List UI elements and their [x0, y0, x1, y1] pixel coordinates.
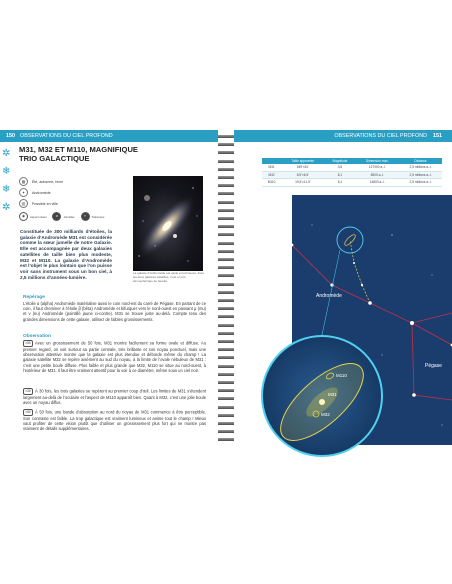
column-header: Dimension max.: [355, 158, 399, 164]
map-label-andromede: Andromède: [316, 293, 342, 299]
galaxy-photo: [133, 176, 203, 271]
observation-heading: Observation: [23, 334, 51, 339]
page-number: 150: [6, 133, 15, 139]
badge-label: Jumelles: [63, 214, 75, 219]
observation-paragraph: [23, 409, 206, 432]
observation-paragraph: [23, 388, 206, 405]
visibility-text: Possible en ville: [32, 201, 58, 206]
table-cell: 189’×61’: [281, 164, 324, 171]
photo-caption: La galaxie d’Andromède est vaste et lumineuse. Avec les deux galaxies satellites, c’est un trio atmosphérique de beauté.: [133, 271, 205, 283]
table-cell: 19,5’×11,5’: [281, 179, 324, 187]
snowflake-icon: ❄: [2, 166, 11, 177]
table-cell: 6500 a.-l.: [355, 171, 399, 179]
map-label-m110: M110: [336, 373, 347, 378]
table-row: [262, 179, 442, 187]
observation-paragraph: [23, 340, 206, 373]
reperage-text: L’étoile α (alpha) Andromède matérialise aussi le coin nord-est du carré de Pégase. En partant de ce coin, il faut cheminer à l’étoile β (bêta) Andromède et bifurquer vers le nord-ouest en passant μ (mu) et ν (nu) Andromède (pointillé jaune ci-contre). M31 se trouve juste au-delà. Compte tenu des grandes dimensions de cette galaxie, utilisez de faibles grossissements.: [23, 301, 206, 322]
galaxy-data-table: [262, 158, 442, 187]
column-header: Taille apparente: [281, 158, 324, 164]
magnification-icon: ×50: [23, 340, 33, 347]
snowflake-icon: ✲: [2, 148, 11, 159]
table-cell: 3,5: [325, 164, 356, 171]
right-page-header: [234, 130, 452, 142]
page-number: 151: [433, 133, 442, 139]
left-page: [0, 130, 218, 447]
season-text: Été, automne, hiver: [32, 179, 64, 184]
right-page: [234, 130, 452, 447]
season-markers: [2, 148, 14, 220]
table-cell: 2,5 millions a.-l.: [399, 171, 442, 179]
table-cell: 8,1: [325, 171, 356, 179]
telescope-icon: ⌖: [81, 212, 90, 221]
table-cell: 8,1: [325, 179, 356, 187]
table-cell: 14800 a.-l.: [355, 179, 399, 187]
table-cell: M110: [262, 179, 281, 187]
eyepiece-view: [258, 332, 386, 460]
intro-paragraph: Constituée de 300 milliards d’étoiles, la galaxie d’Andromède M31 est considérée comme la sœur jumelle de notre Galaxie. Elle est accompagnée par deux galaxies satellites de taille bien plus modeste, M32 et M110. La galaxie d’Andromède est l’objet le plus lointain que l’on puisse voir sans instrument sous un bon ciel, à 2,5 millions d’années-lumière.: [20, 229, 112, 280]
instrument-badges: [19, 212, 129, 221]
badge: [19, 212, 46, 221]
table-cell: 2,5 millions a.-l.: [399, 164, 442, 171]
magnification-icon: ×30: [23, 388, 33, 395]
column-header: Magnitude: [325, 158, 356, 164]
map-label-m32: M32: [321, 412, 330, 417]
table-cell: 8,5’×6,5’: [281, 171, 324, 179]
badge-label: Télescope: [91, 214, 105, 219]
city-icon: ▥: [19, 199, 28, 208]
table-cell: M31: [262, 164, 281, 171]
table-cell: 2,5 millions a.-l.: [399, 179, 442, 187]
table-cell: 127000 a.-l.: [355, 164, 399, 171]
badge: [81, 212, 105, 221]
magnification-icon: ×50: [23, 409, 33, 416]
table-cell: M32: [262, 171, 281, 179]
constellation-text: Andromède: [32, 190, 51, 195]
left-page-header: [0, 130, 218, 142]
constellation-icon: ✦: [19, 188, 28, 197]
binoculars-icon: ∞: [52, 212, 61, 221]
calendar-icon: ▦: [19, 177, 28, 186]
column-header: Distance: [399, 158, 442, 164]
observation-text: Avec un grossissement de 50 fois, M31 montre facilement sa forme ovale et diffuse. Au premier regard, on voit surtout sa partie centrale, très brillante et son noyau ponctuel, mais une observation attentive montre que la galaxie est plus étendue et déborde même du champ ! La galaxie satellite M32 se repère aisément au sud du noyau, à la limite de l’ovale nébuleux de M31 : c’est une petite boule diffuse. Plus faible et plus grande que M32, M110 se situe au nord-ouest, à l’extérieur de M31. Il faut être vraiment attentif pour la voir à ce diamètre, même sous un ciel noir.: [23, 340, 206, 373]
map-label-m31: M31: [328, 392, 337, 397]
table-row: [262, 171, 442, 179]
article-title: M31, M32 ET M110, MAGNIFIQUE TRIO GALACTIQUE: [19, 145, 138, 163]
badge: [52, 212, 74, 221]
observation-text: À 30 fois, les trois galaxies se repèrent au premier coup d’œil. Les limites de M31 s’étendent largement au-delà de l’oculaire et l’aspect de M110 apparaît bien. Quant à M32, c’est une jolie boule avec un noyau diffus.: [23, 388, 206, 406]
snowflake-icon: ✲: [2, 202, 11, 213]
table-row: [262, 164, 442, 171]
observation-text: À 50 fois, une bande d’absorption au nord du noyau de M31 commence à être perceptible. Son contraste est faible. La trop galactique est vraiment lumineux et anime tout le champ ! Mieux vaut profiter de cette vision plutôt que d’utiliser un grossissement plus fort qui ne montre pas vraiment de détails supplémentaires.: [23, 409, 206, 432]
info-box: [19, 176, 129, 221]
running-head: OBSERVATIONS DU CIEL PROFOND: [20, 133, 113, 139]
badge-label: Aspect visuel: [30, 214, 47, 219]
snowflake-icon: ❄: [2, 184, 11, 195]
map-label-pegase: Pégase: [425, 363, 442, 369]
running-head: OBSERVATIONS DU CIEL PROFOND: [334, 133, 427, 139]
eye-icon: ◉: [19, 212, 28, 221]
reperage-heading: Repérage: [23, 295, 45, 300]
